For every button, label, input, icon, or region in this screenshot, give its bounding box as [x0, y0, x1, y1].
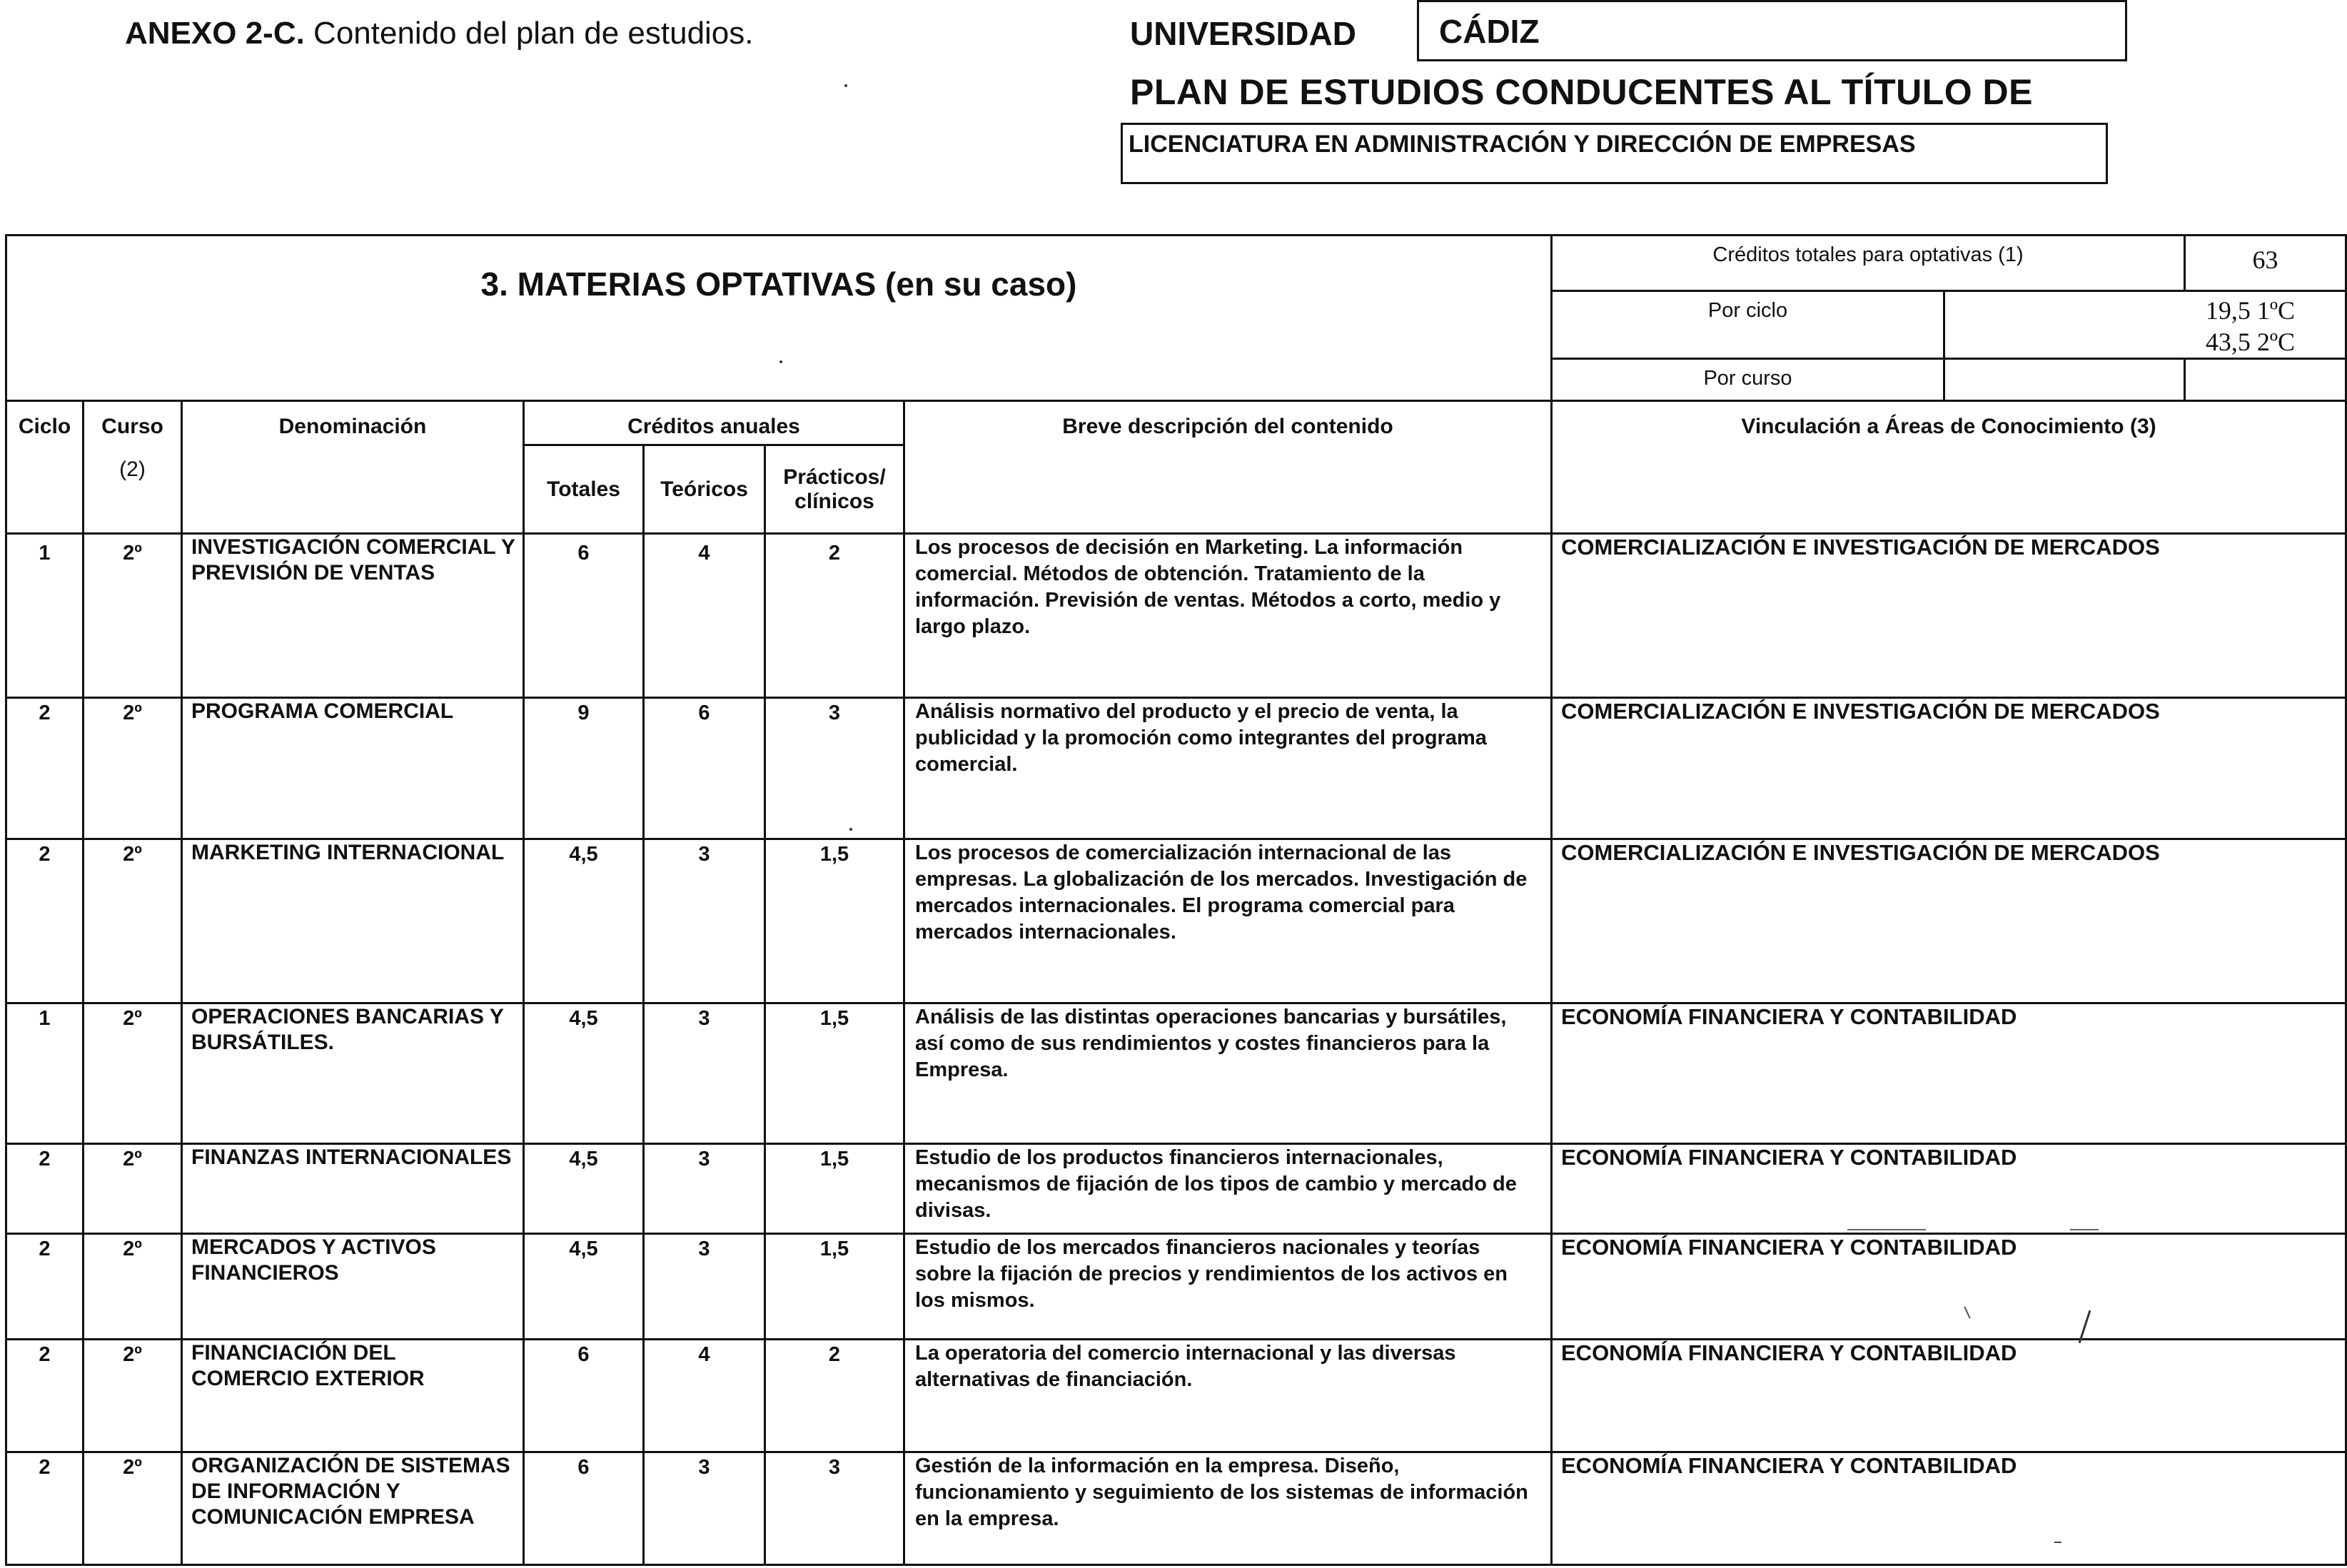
scan-speck	[849, 828, 852, 831]
university-value: CÁDIZ	[1417, 0, 2127, 61]
row-curso: 2º	[84, 534, 182, 698]
row-teoricos: 3	[644, 1003, 765, 1144]
row-area: COMERCIALIZACIÓN E INVESTIGACIÓN DE MERCADOS	[1552, 839, 2346, 1003]
scan-mark	[1847, 1229, 1926, 1230]
row-practicos: 2	[765, 1340, 904, 1452]
row-teoricos: 4	[644, 534, 765, 698]
row-descripcion: La operatoria del comercio internacional y las diversas alternativas de financiación.	[904, 1340, 1552, 1452]
table-row	[6, 839, 2346, 1003]
row-curso: 2º	[84, 698, 182, 839]
row-totales: 6	[524, 534, 644, 698]
row-curso: 2º	[84, 1144, 182, 1234]
row-teoricos: 3	[644, 1144, 765, 1234]
per-cycle-value-2: 43,5 2ºC	[2205, 328, 2295, 356]
row-totales: 4,5	[524, 1144, 644, 1234]
annex-heading	[125, 16, 754, 51]
row-area: ECONOMÍA FINANCIERA Y CONTABILIDAD	[1552, 1234, 2346, 1340]
row-curso: 2º	[84, 839, 182, 1003]
row-descripcion: Análisis de las distintas operaciones bancarias y bursátiles, así como de sus rendimientos y costes financieros para la Empresa.	[904, 1003, 1552, 1144]
row-ciclo: 1	[6, 534, 84, 698]
row-teoricos: 4	[644, 1340, 765, 1452]
scan-speck	[844, 84, 847, 87]
col-vinculacion: Vinculación a Áreas de Conocimiento (3)	[1552, 401, 2346, 534]
row-totales: 4,5	[524, 1234, 644, 1340]
total-credits-value: 63	[2185, 236, 2346, 291]
row-curso: 2º	[84, 1003, 182, 1144]
table-body	[6, 534, 2346, 1565]
scan-mark	[2070, 1229, 2099, 1230]
section-title: 3. MATERIAS OPTATIVAS (en su caso)	[6, 236, 1552, 401]
row-descripcion: Análisis normativo del producto y el precio de venta, la publicidad y la promoción como integrantes del programa comercial.	[904, 698, 1552, 839]
row-descripcion: Los procesos de comercialización internacional de las empresas. La globalización de los mercados. Investigación de mercados internacionales. El programa comercial para mercados internacionales.	[904, 839, 1552, 1003]
row-descripcion: Gestión de la información en la empresa. Diseño, funcionamiento y seguimiento de los sistemas de información en la empresa.	[904, 1452, 1552, 1565]
col-curso-note: (2)	[119, 457, 146, 481]
table-row	[6, 1234, 2346, 1340]
row-practicos: 3	[765, 1452, 904, 1565]
row-ciclo: 2	[6, 698, 84, 839]
col-curso	[84, 401, 182, 534]
col-practicos: Prácticos/ clínicos	[765, 445, 904, 534]
per-cycle-value-1: 19,5 1ºC	[2205, 296, 2295, 325]
row-totales: 4,5	[524, 839, 644, 1003]
optional-subjects-table	[5, 234, 2347, 1566]
row-descripcion: Estudio de los productos financieros internacionales, mecanismos de fijación de los tipos de cambio y mercado de divisas.	[904, 1144, 1552, 1234]
table-row	[6, 698, 2346, 839]
row-denominacion: ORGANIZACIÓN DE SISTEMAS DE INFORMACIÓN Y COMUNICACIÓN EMPRESA	[182, 1452, 524, 1565]
row-practicos: 1,5	[765, 1144, 904, 1234]
col-teoricos: Teóricos	[644, 445, 765, 534]
row-ciclo: 2	[6, 1452, 84, 1565]
row-practicos: 1,5	[765, 1003, 904, 1144]
degree-title: LICENCIATURA EN ADMINISTRACIÓN Y DIRECCIÓN DE EMPRESAS	[1121, 123, 2108, 184]
row-area: ECONOMÍA FINANCIERA Y CONTABILIDAD	[1552, 1340, 2346, 1452]
row-totales: 6	[524, 1340, 644, 1452]
row-curso: 2º	[84, 1234, 182, 1340]
row-teoricos: 3	[644, 839, 765, 1003]
row-practicos: 1,5	[765, 839, 904, 1003]
row-ciclo: 2	[6, 1234, 84, 1340]
row-curso: 2º	[84, 1452, 182, 1565]
row-denominacion: FINANCIACIÓN DEL COMERCIO EXTERIOR	[182, 1340, 524, 1452]
university-label: UNIVERSIDAD	[1130, 15, 1356, 52]
table-row	[6, 1340, 2346, 1452]
annex-label: ANEXO 2-C.	[125, 16, 305, 51]
row-ciclo: 2	[6, 1144, 84, 1234]
row-ciclo: 2	[6, 1340, 84, 1452]
annex-text: Contenido del plan de estudios.	[304, 16, 754, 51]
row-descripcion: Los procesos de decisión en Marketing. La información comercial. Métodos de obtención. Tratamiento de la información. Previsión de ventas. Métodos a corto, medio y largo plazo.	[904, 534, 1552, 698]
row-denominacion: FINANZAS INTERNACIONALES	[182, 1144, 524, 1234]
row-area: COMERCIALIZACIÓN E INVESTIGACIÓN DE MERCADOS	[1552, 698, 2346, 839]
row-denominacion: INVESTIGACIÓN COMERCIAL Y PREVISIÓN DE VENTAS	[182, 534, 524, 698]
per-course-label: Por curso	[1552, 359, 1944, 401]
row-denominacion: PROGRAMA COMERCIAL	[182, 698, 524, 839]
total-credits-label: Créditos totales para optativas (1)	[1552, 236, 2185, 291]
row-practicos: 1,5	[765, 1234, 904, 1340]
col-ciclo: Ciclo	[6, 401, 84, 534]
row-area: ECONOMÍA FINANCIERA Y CONTABILIDAD	[1552, 1452, 2346, 1565]
row-totales: 9	[524, 698, 644, 839]
row-area: COMERCIALIZACIÓN E INVESTIGACIÓN DE MERCADOS	[1552, 534, 2346, 698]
row-area: ECONOMÍA FINANCIERA Y CONTABILIDAD	[1552, 1003, 2346, 1144]
row-practicos: 2	[765, 534, 904, 698]
row-denominacion: MARKETING INTERNACIONAL	[182, 839, 524, 1003]
row-area: ECONOMÍA FINANCIERA Y CONTABILIDAD	[1552, 1144, 2346, 1234]
row-ciclo: 1	[6, 1003, 84, 1144]
row-descripcion: Estudio de los mercados financieros nacionales y teorías sobre la fijación de precios y rendimientos de los activos en los mismos.	[904, 1234, 1552, 1340]
plan-title: PLAN DE ESTUDIOS CONDUCENTES AL TÍTULO DE	[1130, 72, 2034, 112]
row-teoricos: 3	[644, 1234, 765, 1340]
table-row	[6, 534, 2346, 698]
per-course-value-1	[1944, 359, 2185, 401]
row-teoricos: 3	[644, 1452, 765, 1565]
row-practicos: 3	[765, 698, 904, 839]
table-row	[6, 1144, 2346, 1234]
col-descripcion: Breve descripción del contenido	[904, 401, 1552, 534]
row-curso: 2º	[84, 1340, 182, 1452]
row-totales: 4,5	[524, 1003, 644, 1144]
row-denominacion: OPERACIONES BANCARIAS Y BURSÁTILES.	[182, 1003, 524, 1144]
col-creditos: Créditos anuales	[524, 401, 904, 445]
col-totales: Totales	[524, 445, 644, 534]
table-row	[6, 1452, 2346, 1565]
per-cycle-label: Por ciclo	[1552, 291, 1944, 359]
scan-speck	[779, 360, 782, 363]
col-curso-label: Curso	[101, 415, 163, 438]
table-row	[6, 1003, 2346, 1144]
per-course-value-2	[2185, 359, 2346, 401]
scan-mark	[2054, 1542, 2061, 1543]
row-totales: 6	[524, 1452, 644, 1565]
per-cycle-values	[1944, 291, 2346, 359]
row-ciclo: 2	[6, 839, 84, 1003]
col-denominacion: Denominación	[182, 401, 524, 534]
row-denominacion: MERCADOS Y ACTIVOS FINANCIEROS	[182, 1234, 524, 1340]
row-teoricos: 6	[644, 698, 765, 839]
